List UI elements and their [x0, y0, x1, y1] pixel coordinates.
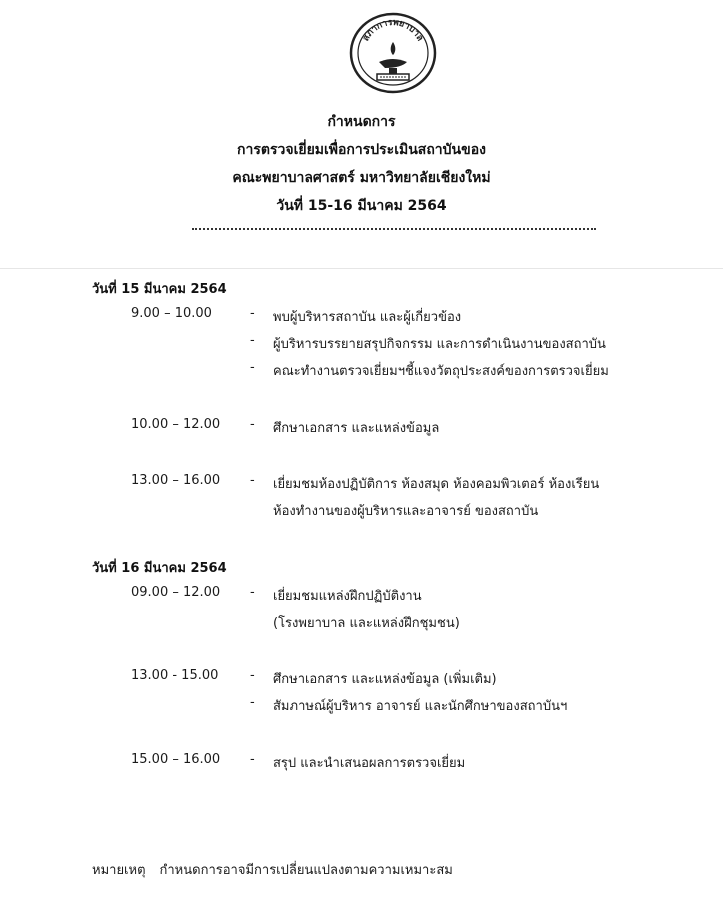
schedule-item: สัมภาษณ์ผู้บริหาร อาจารย์ และนักศึกษาของสถาบันฯ [273, 699, 568, 714]
header-subtitle: การตรวจเยี่ยมเพื่อการประเมินสถาบันของ [237, 142, 486, 158]
list-dash: - [250, 668, 255, 683]
footnote-label: หมายเหตุ [92, 863, 146, 878]
header-date: วันที่ 15-16 มีนาคม 2564 [276, 198, 447, 214]
schedule-time: 9.00 – 10.00 [131, 306, 212, 321]
schedule-item: เยี่ยมชมห้องปฏิบัติการ ห้องสมุด ห้องคอมพิวเตอร์ ห้องเรียน [273, 477, 600, 492]
header-title: กำหนดการ [327, 114, 396, 130]
footnote-text: กำหนดการอาจมีการเปลี่ยนแปลงตามความเหมาะสม [159, 863, 453, 878]
schedule-item: ศึกษาเอกสาร และแหล่งข้อมูล (เพิ่มเติม) [273, 672, 497, 687]
list-dash: - [250, 695, 255, 710]
list-dash: - [250, 585, 255, 600]
scan-line-artifact [0, 268, 723, 269]
list-dash: - [250, 473, 255, 488]
schedule-time: 09.00 – 12.00 [131, 585, 221, 600]
schedule-item: ศึกษาเอกสาร และแหล่งข้อมูล [273, 421, 440, 436]
schedule-time: 13.00 - 15.00 [131, 668, 219, 683]
day2-title: วันที่ 16 มีนาคม 2564 [92, 561, 227, 576]
schedule-item: สรุป และนำเสนอผลการตรวจเยี่ยม [273, 756, 466, 771]
schedule-item: พบผู้บริหารสถาบัน และผู้เกี่ยวข้อง [273, 310, 462, 325]
schedule-item: เยี่ยมชมแหล่งฝึกปฏิบัติงาน [273, 589, 422, 604]
list-dash: - [250, 360, 255, 375]
list-dash: - [250, 333, 255, 348]
schedule-item-continued: ห้องทำงานของผู้บริหารและอาจารย์ ของสถาบัน [273, 504, 539, 519]
schedule-item: ผู้บริหารบรรยายสรุปกิจกรรม และการดำเนินงานของสถาบัน [273, 337, 606, 352]
header-institution: คณะพยาบาลศาสตร์ มหาวิทยาลัยเชียงใหม่ [232, 170, 491, 186]
schedule-item-continued: (โรงพยาบาล และแหล่งฝึกชุมชน) [273, 616, 460, 631]
footnote [92, 859, 453, 880]
schedule-time: 10.00 – 12.00 [131, 417, 221, 432]
nursing-council-seal-icon [349, 12, 437, 94]
list-dash: - [250, 306, 255, 321]
svg-text:สภาการพยาบาล: สภาการพยาบาล [361, 17, 425, 44]
list-dash: - [250, 417, 255, 432]
schedule-item: คณะทำงานตรวจเยี่ยมฯชี้แจงวัตถุประสงค์ของการตรวจเยี่ยม [273, 364, 609, 379]
dotted-separator [192, 228, 596, 230]
schedule-time: 13.00 – 16.00 [131, 473, 221, 488]
list-dash: - [250, 752, 255, 767]
day1-title: วันที่ 15 มีนาคม 2564 [92, 282, 227, 297]
document-header [0, 108, 723, 220]
schedule-time: 15.00 – 16.00 [131, 752, 221, 767]
